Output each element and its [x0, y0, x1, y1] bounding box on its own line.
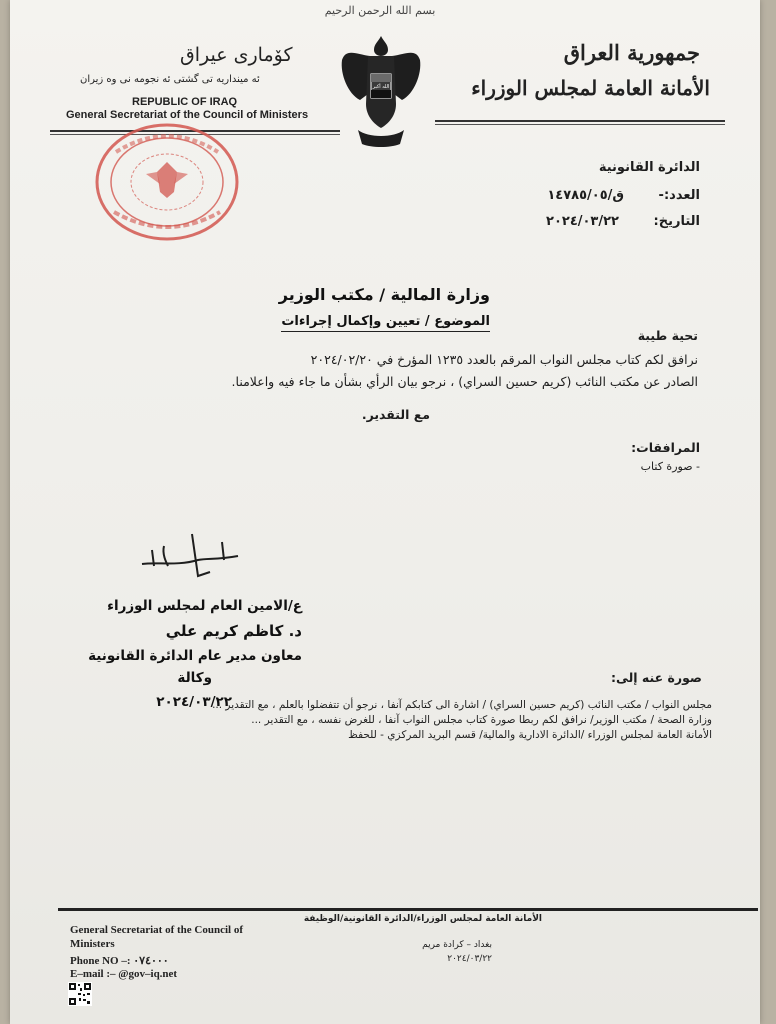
copies-item: مجلس النواب / مكتب النائب (كريم حسين السراي) / اشارة الى كتابكم آنفا ، نرجو أن تتفضلوا بالعلم ، مع التقدير ...: [212, 699, 712, 711]
arabic-secretariat-title: الأمانة العامة لمجلس الوزراء: [471, 76, 710, 100]
closing: مع التقدير.: [361, 407, 430, 422]
qr-code-icon: [68, 982, 92, 1006]
copies-list: [112, 698, 712, 743]
kurdish-subtitle: ئه مینداریه تی گشتی ئه نجومه نی وه زیران: [80, 74, 260, 85]
reference-date-row: [546, 214, 700, 229]
signatory-name: د. كاظم كريم علي: [165, 622, 302, 640]
attachments-item: - صورة كتاب: [640, 460, 700, 473]
header-rule-right-thin: [435, 124, 725, 125]
addressee: وزارة المالية / مكتب الوزير: [278, 285, 490, 304]
signatory-agency: وكالة: [177, 670, 212, 686]
department-label: الدائرة القانونية: [598, 160, 700, 175]
number-label: العدد:-: [658, 188, 700, 203]
official-red-stamp: [94, 122, 240, 242]
copies-item: وزارة الصحة / مكتب الوزير/ نرافق لكم ربطا صورة كتاب مجلس النواب آنفا ، للغرض نفسه ، مع التقدير ...: [251, 714, 712, 726]
attachments-title: المرافقات:: [631, 440, 700, 455]
copies-item: الأمانة العامة لمجلس الوزراء /الدائرة الادارية والمالية/ قسم البريد المركزي - للحفظ: [348, 729, 712, 741]
kurdish-title: كۆماری عیراق: [180, 44, 293, 66]
signatory-title: معاون مدير عام الدائرة القانونية: [88, 648, 302, 664]
reference-number-row: [547, 188, 700, 203]
signature-date: ٢٠٢٤/٠٣/٢٢: [156, 694, 232, 710]
footer-phone: Phone NO –: ٠٧٤٠٠٠: [70, 955, 169, 967]
handwritten-signature: [138, 530, 248, 582]
number-value: ق/١٤٧٨٥/٠٥: [547, 188, 625, 203]
footer-arabic-line1: الأمانة العامة لمجلس الوزراء/الدائرة القانونية/الوظيفة: [303, 914, 542, 924]
english-secretariat-title: General Secretariat of the Council of Ministers: [66, 109, 309, 121]
footer-email: E–mail :– @gov–iq.net: [70, 968, 178, 980]
footer-secretariat-line2: Ministers: [70, 938, 115, 950]
footer-arabic-line3: ٢٠٢٤/٠٣/٢٢: [447, 954, 492, 964]
subject-line: الموضوع / تعيين وإكمال إجراءات: [281, 314, 490, 332]
iraq-eagle-emblem: [338, 34, 424, 150]
body-line-2: الصادر عن مكتب النائب (كريم حسين السراي) ، نرجو بيان الرأي بشأن ما جاء فيه واعلامنا.: [231, 374, 698, 389]
arabic-republic-title: جمهورية العراق: [563, 40, 700, 65]
footer-arabic-line2: بغداد – كرادة مريم: [422, 940, 492, 950]
letter-page: [10, 0, 760, 1024]
date-label: التاريخ:: [653, 214, 700, 229]
body-line-1: نرافق لكم كتاب مجلس النواب المرقم بالعدد ١٢٣٥ المؤرخ في ٢٠٢٤/٠٢/٢٠: [310, 352, 698, 367]
header-rule-right: [435, 120, 725, 122]
copies-title: صورة عنه إلى:: [610, 670, 702, 685]
signatory-on-behalf: ع/الامين العام لمجلس الوزراء: [107, 598, 302, 614]
date-value: ٢٠٢٤/٠٣/٢٢: [546, 214, 619, 229]
english-republic-title: REPUBLIC OF IRAQ: [132, 96, 238, 108]
emblem-motto: الله أكبر: [372, 84, 390, 90]
basmala-text: بسم الله الرحمن الرحيم: [324, 4, 436, 17]
footer-secretariat-line1: General Secretariat of the Council of: [70, 924, 244, 936]
greeting: تحية طيبة: [637, 328, 698, 343]
footer-rule: [58, 908, 758, 911]
